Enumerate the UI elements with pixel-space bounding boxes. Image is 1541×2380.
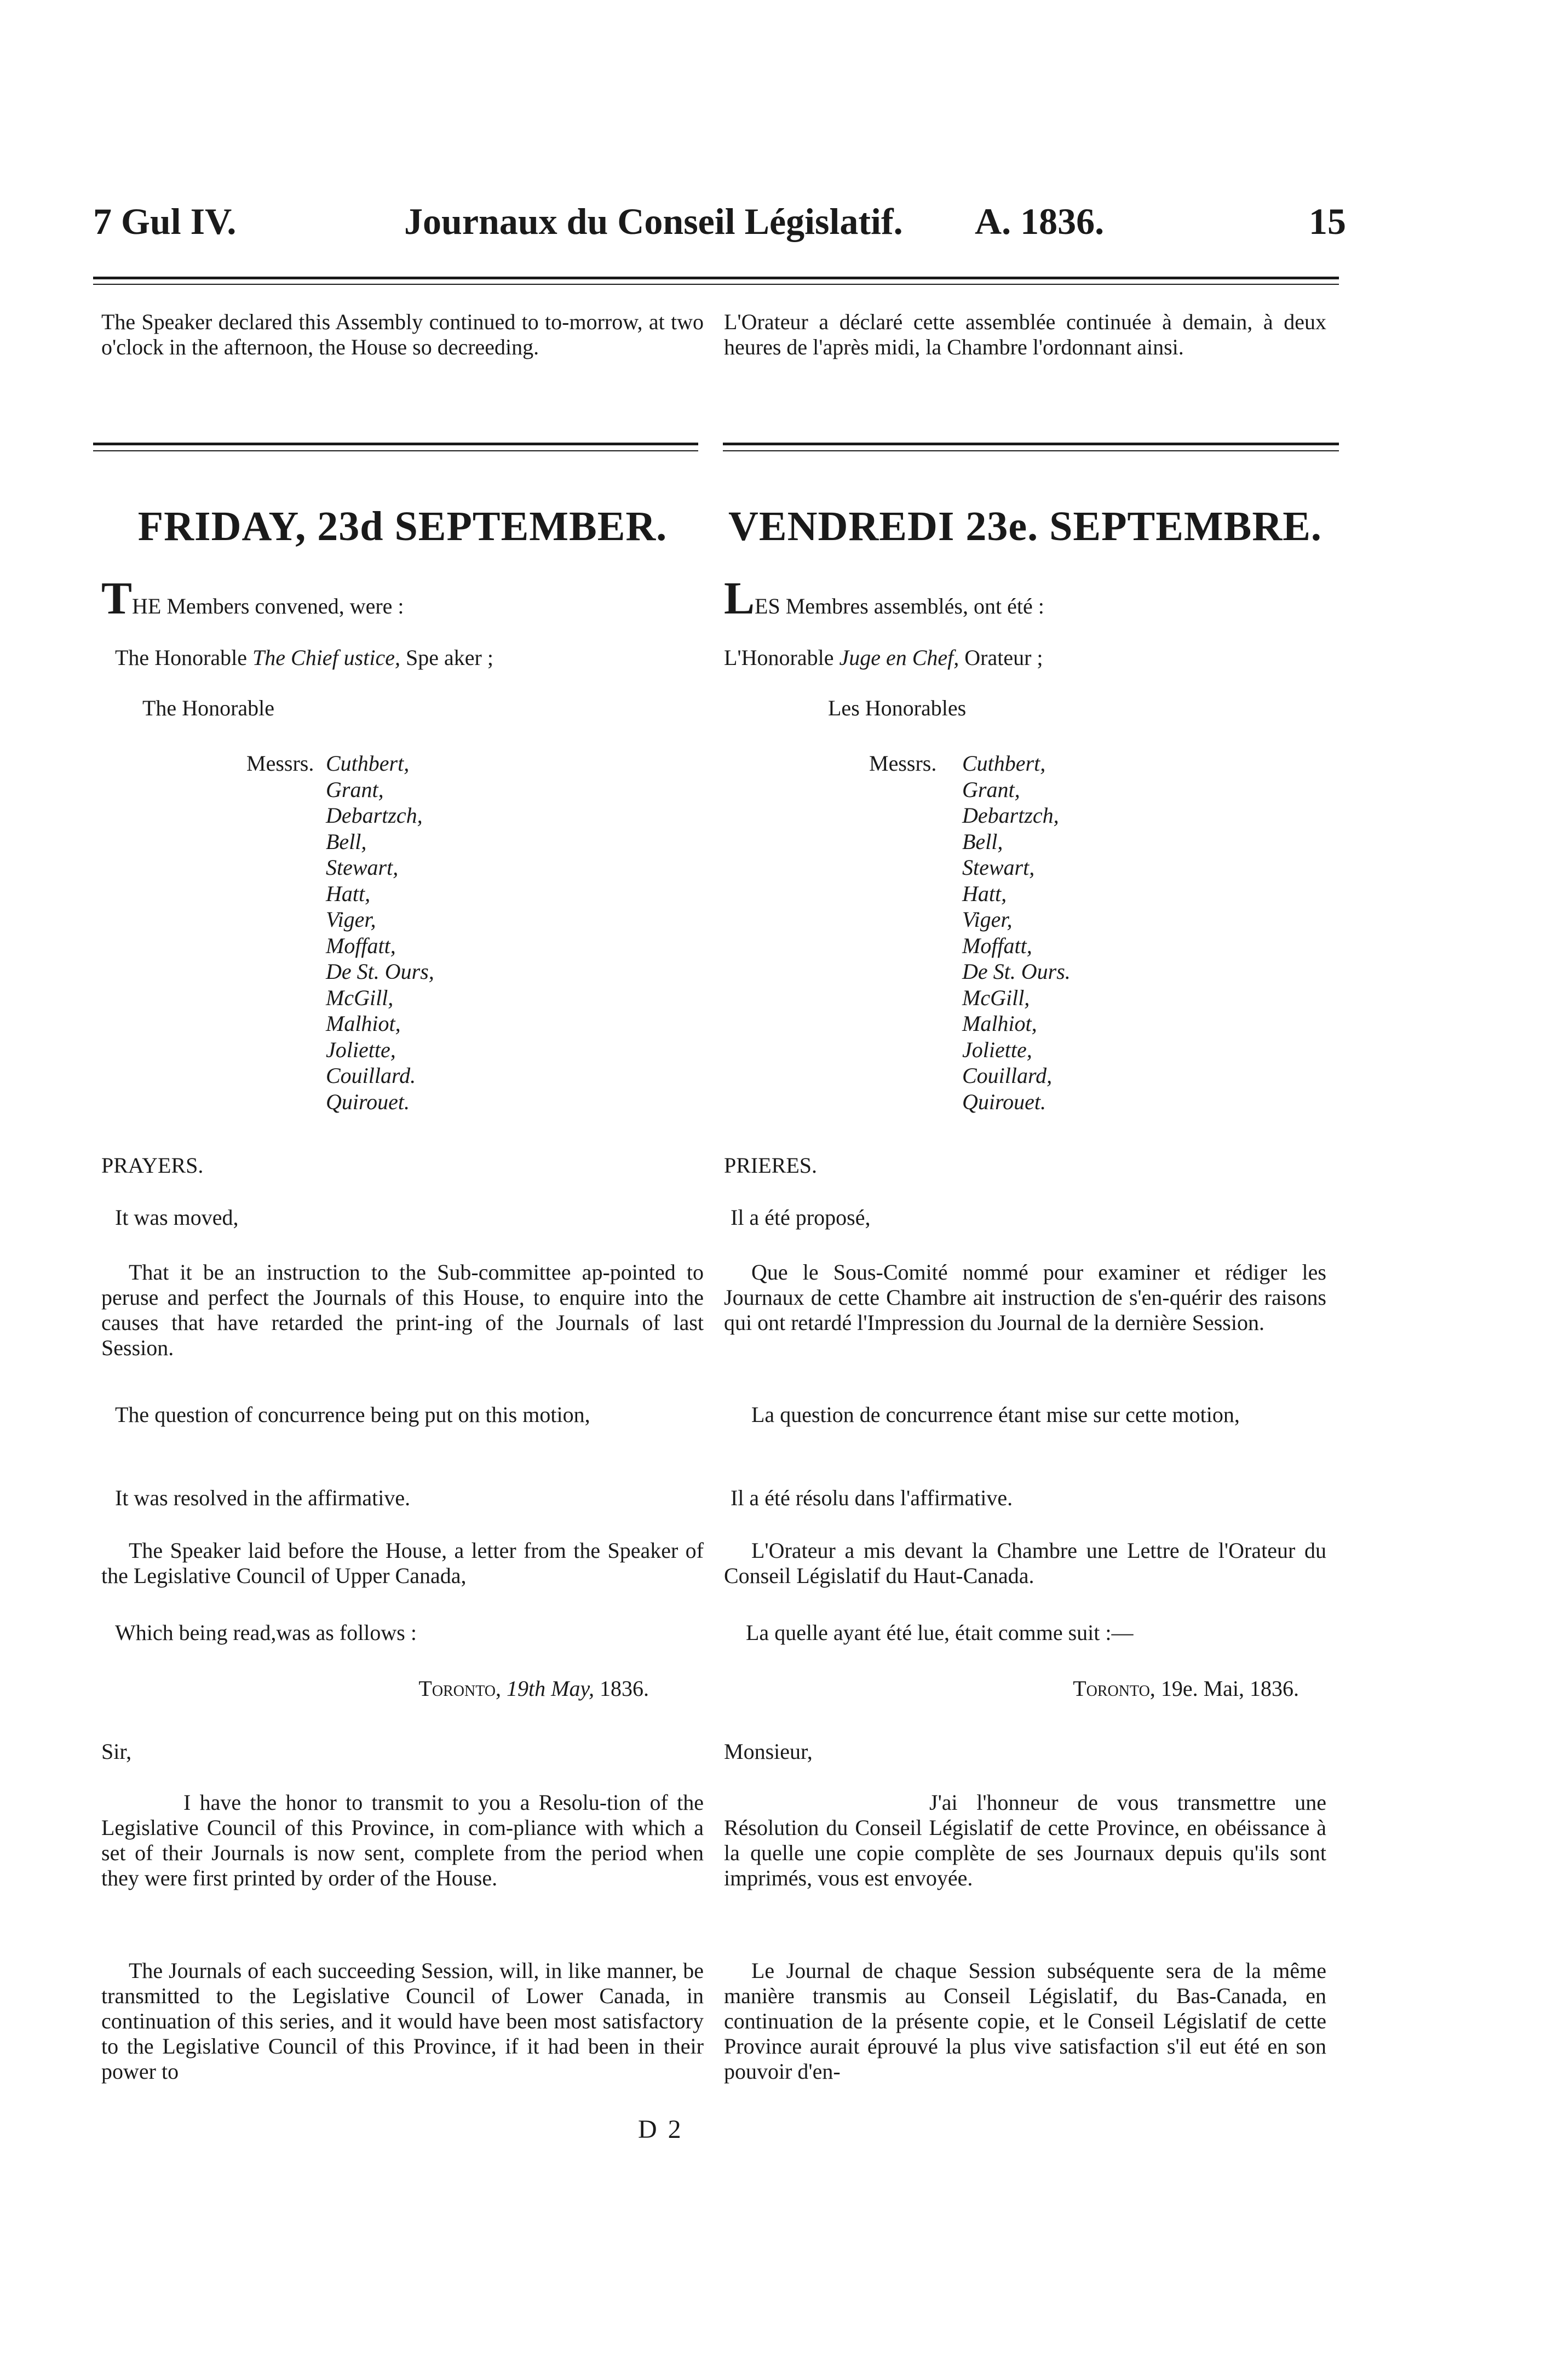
en-day-heading: FRIDAY, 23d SEPTEMBER. [137,503,668,549]
member-name: McGill, [326,985,394,1010]
section-rule-right [723,443,1339,445]
member-name: Bell, [962,829,1003,854]
en-letter-paragraph-1: I have the honor to transmit to you a Resolu-tion of the Legislative Council of this Province, in com-pliance with which a set of their Journals is now sent, complete from the period when they were first printed by order of the House. [101,1790,704,1890]
member-name: Malhiot, [962,1011,1037,1036]
fr-members-list [962,750,1071,1115]
en-prayers: PRAYERS. [101,1153,204,1178]
en-instruction: That it be an instruction to the Sub-committee ap-pointed to peruse and perfect the Journals of this House, to enquire into the causes that have retarded the print-ing of the Journals of last Session. [101,1260,704,1360]
header-year: A. 1836. [975,200,1105,242]
member-name: Joliette, [962,1037,1032,1062]
fr-resolved: Il a été résolu dans l'affirmative. [731,1486,1013,1510]
member-name: Couillard, [962,1063,1053,1088]
en-convened-text: HE Members convened, were : [132,594,404,618]
fr-messrs: Messrs. [869,751,937,776]
fr-chief-suffix: Orateur ; [959,645,1043,670]
member-name: Viger, [326,907,376,932]
member-name: Grant, [962,777,1020,802]
running-header [0,200,1541,249]
member-name: De St. Ours, [326,959,434,984]
member-name: Moffatt, [962,933,1032,958]
fr-moved: Il a été proposé, [731,1205,871,1230]
header-rule-thick [93,277,1339,279]
header-page-number: 15 [1309,200,1346,242]
en-dateline [101,1676,649,1701]
member-name: Grant, [326,777,384,802]
member-name: McGill, [962,985,1030,1010]
member-name: Joliette, [326,1037,396,1062]
fr-salutation: Monsieur, [724,1739,813,1764]
en-moved: It was moved, [115,1205,239,1230]
en-date-year: 1836. [594,1676,649,1701]
fr-convened-text: ES Membres assemblés, ont été : [755,594,1044,618]
en-letter-paragraph-2: The Journals of each succeeding Session, will, in like manner, be transmitted to the Legislative Council of Lower Canada, in continuation of this series, and it would have been most satisfactory to the Legislative Council of this Province, if it had been in their power to [101,1958,704,2084]
member-name: Cuthbert, [962,751,1046,776]
member-name: Couillard. [326,1063,416,1088]
header-regnal: 7 Gul IV. [93,200,237,242]
en-chief-name: The Chief ustice, [252,645,400,670]
en-question: The question of concurrence being put on this motion, [115,1402,590,1427]
fr-chief [724,645,1326,670]
member-name: Debartzch, [326,803,423,828]
fr-chief-name: Juge en Chef, [839,645,959,670]
member-name: Malhiot, [326,1011,401,1036]
member-name: De St. Ours. [962,959,1071,984]
en-convened [101,573,704,624]
fr-day-heading: VENDREDI 23e. SEPTEMBRE. [728,503,1322,549]
fr-dropcap: L [724,573,755,624]
en-date-place: Toronto, [418,1676,507,1701]
member-name: Stewart, [962,855,1035,880]
en-date-day: 19th May, [507,1676,594,1701]
member-name: Quirouet. [326,1089,410,1114]
member-name: Quirouet. [962,1089,1046,1114]
en-resolved: It was resolved in the affirmative. [115,1486,411,1510]
fr-date-day: 19e. Mai, [1160,1676,1244,1701]
en-dropcap: T [101,573,133,624]
en-chief-suffix: Spe aker ; [400,645,493,670]
fr-chief-prefix: L'Honorable [724,645,840,670]
fr-dateline [724,1676,1299,1701]
signature-mark: D 2 [638,2115,683,2144]
section-rule-left [93,443,698,445]
member-name: Stewart, [326,855,399,880]
en-members-list [326,750,434,1115]
member-name: Moffatt, [326,933,396,958]
fr-convened [724,573,1326,624]
fr-letter-paragraph-2: Le Journal de chaque Session subséquente sera de la même manière transmis au Conseil Législatif, du Bas-Canada, en continuation de la présente copie, et le Conseil Législatif de cette Province aurait éprouvé la plus vive satisfaction s'il eut été en son pouvoir d'en- [724,1958,1326,2084]
fr-laid: L'Orateur a mis devant la Chambre une Lettre de l'Orateur du Conseil Législatif du Haut-Canada. [724,1538,1326,1588]
en-read: Which being read,was as follows : [115,1620,417,1645]
member-name: Bell, [326,829,367,854]
en-honorable: The Honorable [142,696,275,720]
fr-adjourn: L'Orateur a déclaré cette assemblée continuée à demain, à deux heures de l'après midi, la Chambre l'ordonnant ainsi. [724,309,1326,359]
en-messrs: Messrs. [246,751,314,776]
member-name: Cuthbert, [326,751,410,776]
section-rule-left-thin [93,450,698,451]
en-salutation: Sir, [101,1739,132,1764]
en-adjourn: The Speaker declared this Assembly continued to to-morrow, at two o'clock in the afternoon, the House so decreeding. [101,309,704,359]
fr-question: La question de concurrence étant mise sur cette motion, [751,1402,1240,1427]
member-name: Hatt, [962,881,1007,906]
en-chief-prefix: The Honorable [115,645,253,670]
member-name: Viger, [962,907,1013,932]
header-title: Journaux du Conseil Législatif. [404,200,903,242]
fr-date-place: Toronto, [1073,1676,1161,1701]
fr-honorable: Les Honorables [828,696,967,720]
fr-letter-paragraph-1: J'ai l'honneur de vous transmettre une Résolution du Conseil Législatif de cette Province, en obéissance à la quelle une copie complète de ses Journaux depuis qu'ils sont imprimés, vous est envoyée. [724,1790,1326,1890]
member-name: Debartzch, [962,803,1059,828]
fr-prayers: PRIERES. [724,1153,818,1178]
fr-date-year: 1836. [1244,1676,1299,1701]
fr-instruction: Que le Sous-Comité nommé pour examiner et rédiger les Journaux de cette Chambre ait instruction de s'en-quérir des raisons qui ont retardé l'Impression du Journal de la dernière Session. [724,1260,1326,1335]
en-chief [115,645,704,670]
section-rule-right-thin [723,450,1339,451]
en-laid: The Speaker laid before the House, a letter from the Speaker of the Legislative Council of Upper Canada, [101,1538,704,1588]
fr-read: La quelle ayant été lue, était comme suit :— [746,1620,1134,1645]
member-name: Hatt, [326,881,371,906]
header-rule-thin [93,284,1339,285]
